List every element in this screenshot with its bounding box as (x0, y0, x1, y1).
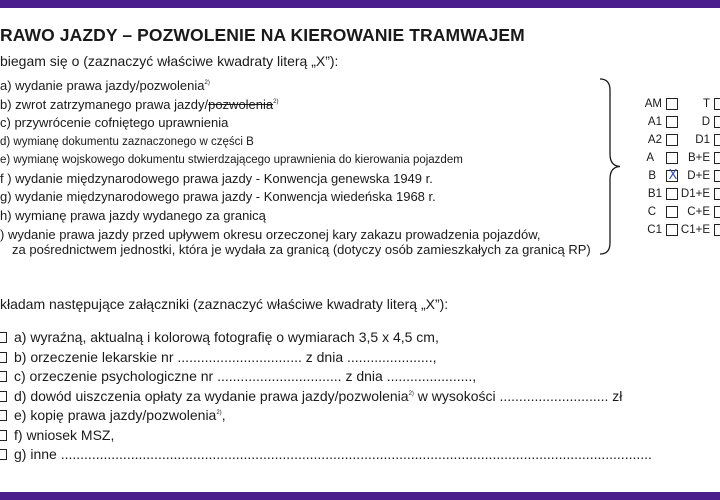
attachment-item-f: f) wniosek MSZ, (0, 426, 720, 446)
checkbox-c1[interactable] (666, 224, 678, 236)
section-heading: RAWO JAZDY – POZWOLENIE NA KIEROWANIE TRAMWAJEM (0, 25, 525, 45)
struck-word: pozwolenia (208, 96, 274, 112)
checkbox-c-e[interactable] (714, 206, 720, 218)
attachment-item-e: e) kopię prawa jazdy/pozwolenia$^{2)}$, (0, 406, 720, 426)
attachment-checkbox-f[interactable] (0, 430, 7, 441)
attachment-item-g: g) inne ........................................................................................................................................................ (0, 445, 720, 465)
checkbox-c1-e[interactable] (714, 224, 720, 236)
request-item-b: b) zwrot zatrzymanego prawa jazdy/pozwolenia$^{2)}$ (0, 96, 279, 112)
attachment-item-d: d) dowód uiszczenia opłaty za wydanie prawa jazdy/pozwolenia$^{2)}$ w wysokości ............................ zł (0, 387, 720, 407)
attachment-checkbox-b[interactable] (0, 352, 7, 363)
request-list (0, 77, 600, 257)
request-item-g: g) wydanie międzynarodowego prawa jazdy - Konwencja wiedeńska 1968 r. (0, 189, 436, 204)
attachment-item-b: b) orzeczenie lekarskie nr ................................ z dnia ......................, (0, 348, 720, 368)
attachment-item-c: c) orzeczenie psychologiczne nr ................................ z dnia ......................, (0, 367, 720, 387)
attachment-checkbox-d[interactable] (0, 391, 7, 402)
attachment-checkbox-e[interactable] (0, 410, 7, 421)
request-item-i: ) wydanie prawa jazdy przed upływem okresu orzeczonej kary zakazu prowadzenia pojazdów, za pośrednictwem jednostki, która je wydała za granicą (dotyczy osób zamieszkałych za granicą RP) (0, 227, 591, 257)
attachment-checkbox-a[interactable] (0, 332, 7, 343)
request-item-d: d) wymianę dokumentu zaznaczonego w części B (0, 135, 254, 148)
checkbox-a2[interactable] (666, 134, 678, 146)
attachments-list (0, 328, 720, 465)
checkbox-c[interactable] (666, 206, 678, 218)
checkbox-b[interactable] (666, 170, 678, 182)
attachment-checkbox-g[interactable] (0, 449, 7, 460)
request-item-e: e) wymianę wojskowego dokumentu stwierdzającego uprawnienia do kierowania pojazdem (0, 154, 463, 166)
attachments-intro: kładam następujące załączniki (zaznaczyć właściwe kwadraty literą „X”): (0, 296, 449, 312)
request-item-h: h) wymianę prawa jazdy wydanego za granicą (0, 207, 266, 223)
checkbox-t[interactable] (714, 98, 720, 110)
checkbox-d1[interactable] (714, 134, 720, 146)
checkbox-d1-e[interactable] (714, 188, 720, 200)
checkbox-d[interactable] (714, 116, 720, 128)
attachment-item-a: a) wyraźną, aktualną i kolorową fotografię o wymiarach 3,5 x 4,5 cm, (0, 328, 720, 348)
request-item-c: c) przywrócenie cofniętego uprawnienia (0, 115, 229, 130)
request-item-a: a) wydanie prawa jazdy/pozwolenia$^{2)}$ (0, 78, 210, 93)
top-border-bar (0, 0, 720, 8)
checkbox-b1[interactable] (666, 188, 678, 200)
attachment-checkbox-c[interactable] (0, 371, 7, 382)
checkbox-d-e[interactable] (714, 170, 720, 182)
bottom-border-bar (0, 492, 720, 500)
checkbox-b-e[interactable] (714, 152, 720, 164)
checkbox-a[interactable] (666, 152, 678, 164)
checkbox-am[interactable] (666, 98, 678, 110)
checkbox-a1[interactable] (666, 116, 678, 128)
request-item-f: f ) wydanie międzynarodowego prawa jazdy - Konwencja genewska 1949 r. (0, 170, 433, 186)
right-curly-brace (598, 78, 622, 255)
request-intro: biegam się o (zaznaczyć właściwe kwadraty literą „X”): (0, 53, 339, 69)
